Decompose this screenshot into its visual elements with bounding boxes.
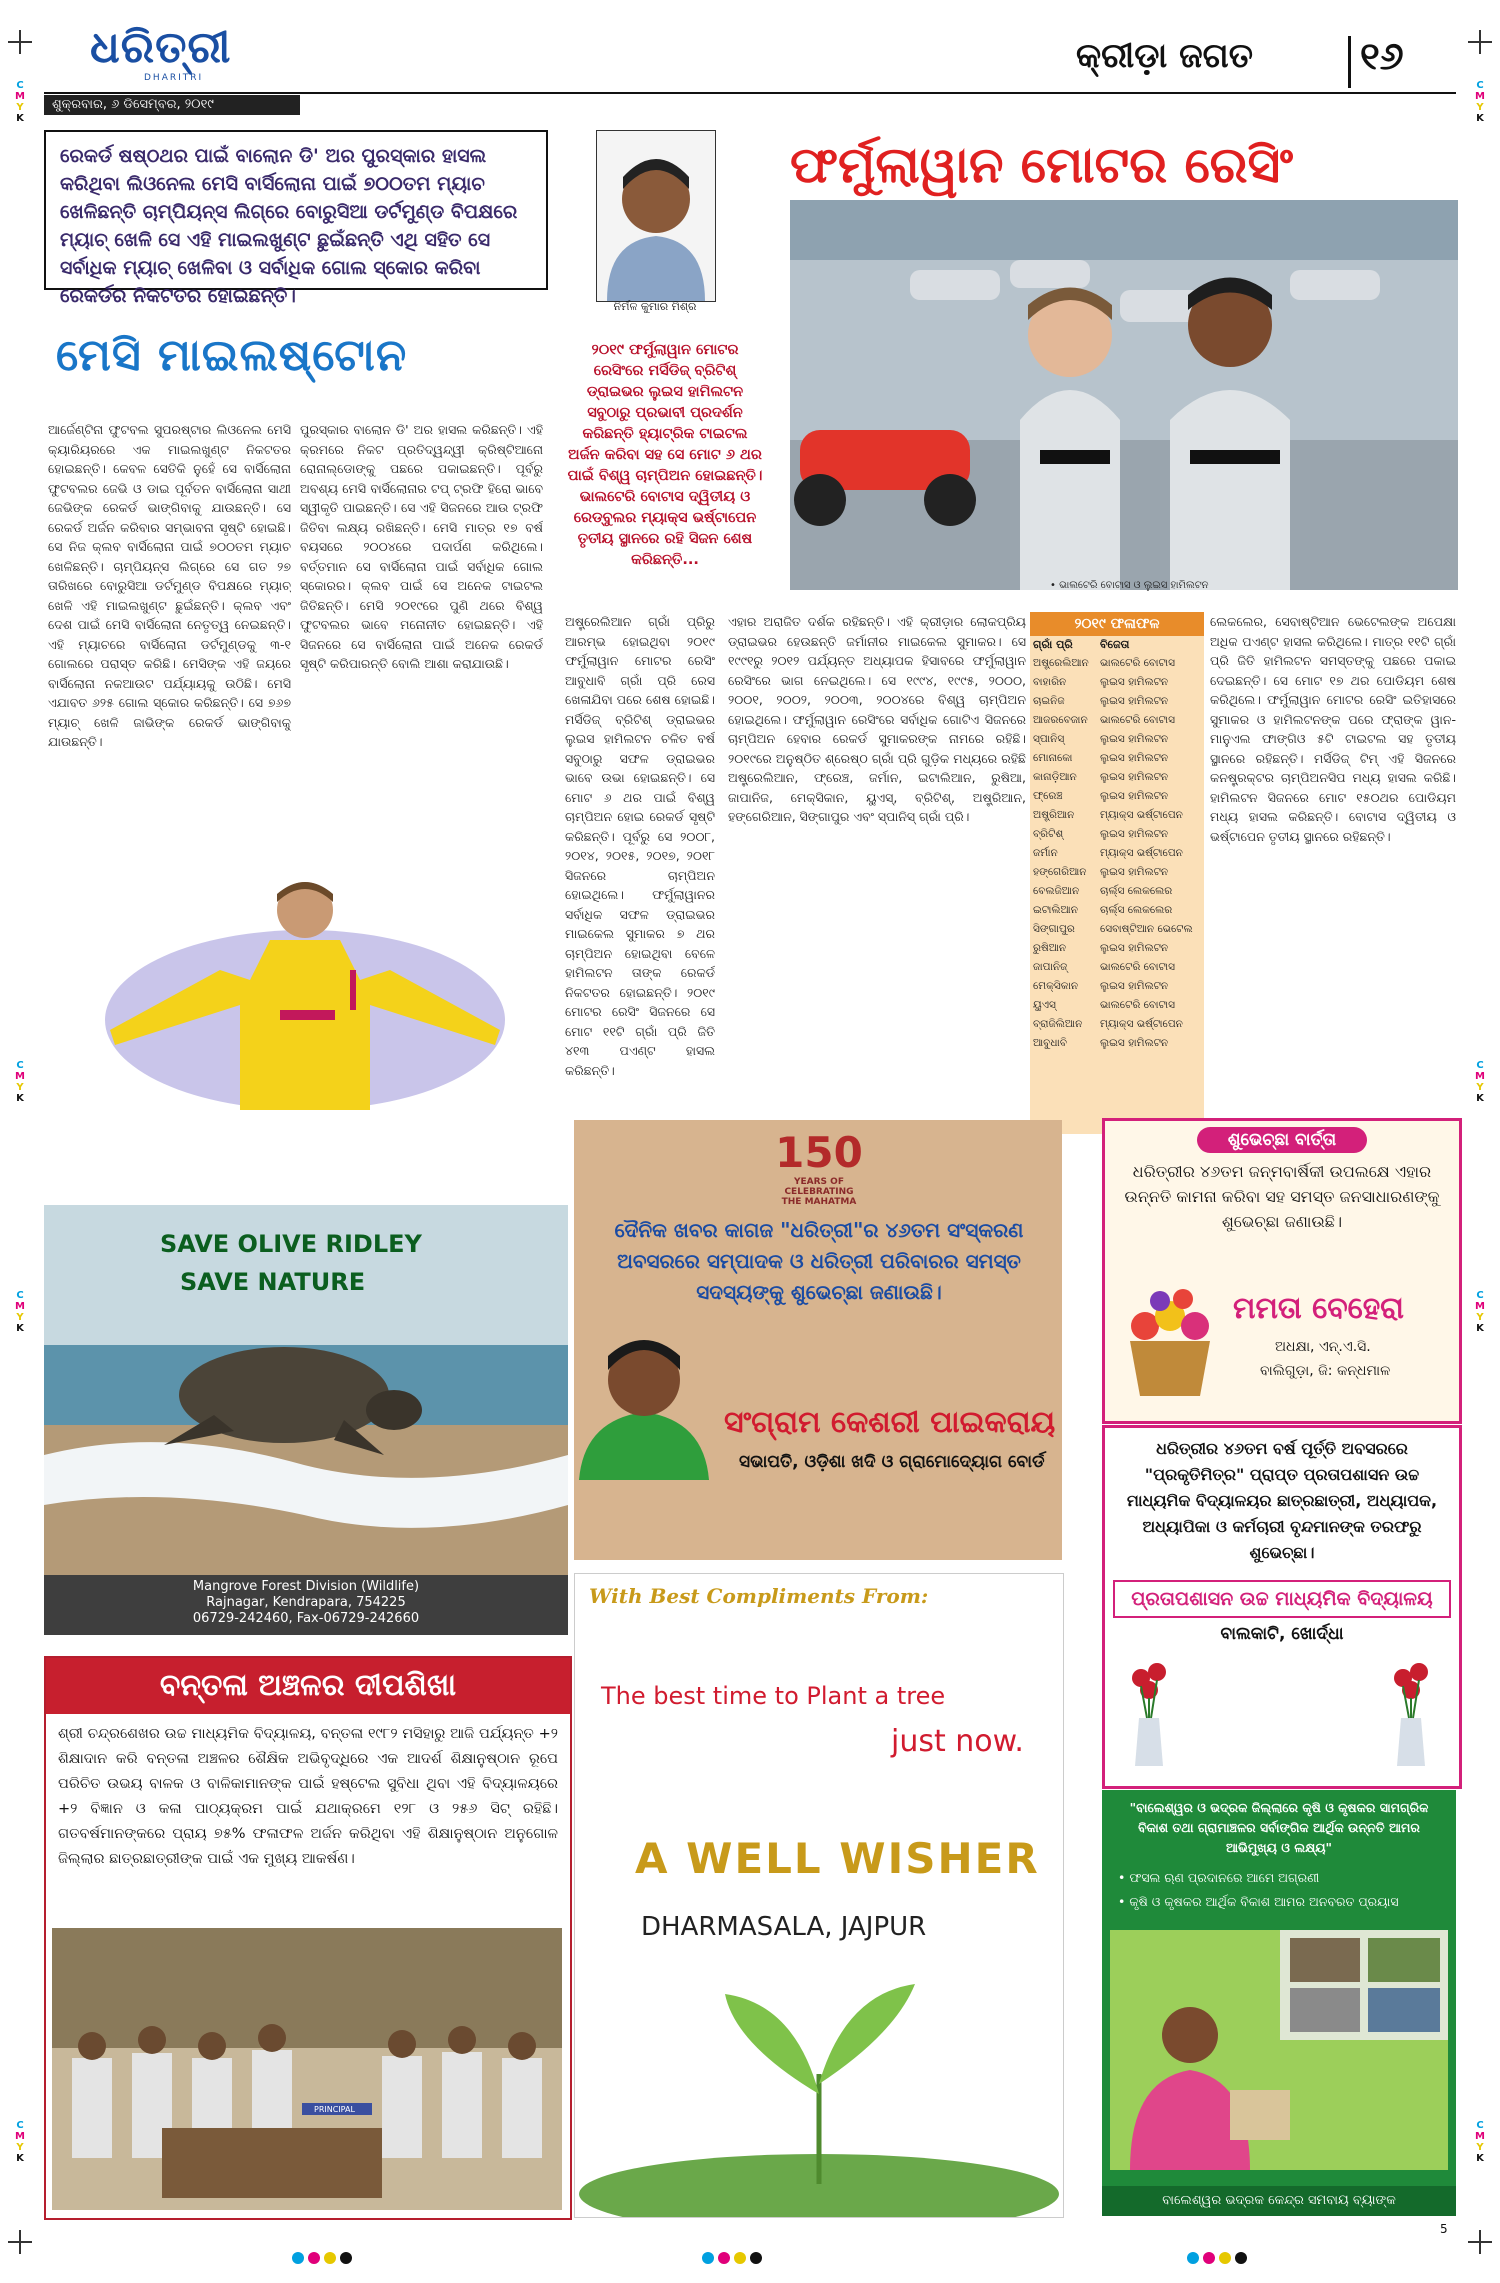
color-dots <box>290 2250 360 2270</box>
results-gp-cell: ବ୍ରିଟିଶ୍ <box>1033 828 1064 840</box>
table-row <box>1030 730 1204 749</box>
bank-ad-bullet-2-text: କୃଷି ଓ କୃଷକର ଆର୍ଥିକ ବିକାଶ ଆମର ଅନବରତ ପ୍ରୟାସ <box>1129 1894 1399 1909</box>
page-corner-number: 5 <box>1440 2222 1448 2236</box>
save-ad-footer-1: Mangrove Forest Division (Wildlife) <box>192 1579 420 1594</box>
page-number: ୧୬ <box>1360 34 1404 78</box>
results-winner-cell: ଲୁଇସ ହାମିଲଟନ <box>1100 790 1169 802</box>
mahatma-badge-line-2: CELEBRATING <box>784 1187 854 1197</box>
author-name: ନିର୍ମଳ କୁମାର ମିଶ୍ର <box>613 300 697 313</box>
pratapshasan-ad-place: ବାଲକାଟି, ଖୋର୍ଦ୍ଧା <box>1220 1624 1344 1644</box>
section-title: କ୍ରୀଡ଼ା ଜଗତ <box>1076 36 1253 76</box>
mahatma-badge <box>754 1128 884 1207</box>
messi-column-1 <box>48 420 291 880</box>
save-ad-line-1: SAVE OLIVE RIDLEY <box>160 1230 422 1258</box>
results-gp-cell: ଚାଇନିଜ <box>1033 695 1065 707</box>
masthead-logo <box>90 22 270 92</box>
registration-mark-icon <box>1468 30 1492 54</box>
results-gp-cell: କାନାଡ଼ିଆନ <box>1033 771 1077 783</box>
cmyk-mark: C M Y K <box>1475 80 1485 124</box>
save-ad-line-2: SAVE NATURE <box>180 1268 366 1296</box>
seedling-icon <box>575 1934 1063 2217</box>
results-gp-cell: ଆଜରବେଜାନ <box>1033 714 1088 726</box>
greeting-ad-role-2: ବାଲିଗୁଡ଼ା, ଜି: କନ୍ଧମାଳ <box>1260 1363 1391 1379</box>
results-gp-cell: ଆବୁଧାବି <box>1033 1037 1067 1049</box>
results-gp-cell: ମେକ୍ସିକାନ <box>1033 980 1079 992</box>
principal-sign: PRINCIPAL <box>314 2105 355 2114</box>
table-row <box>1030 749 1204 768</box>
save-ad-footer-3: 06729-242460, Fax-06729-242660 <box>192 1611 420 1626</box>
results-gp-cell: ଜର୍ମାନ <box>1033 847 1058 859</box>
color-dots <box>700 2250 770 2270</box>
table-row <box>1030 939 1204 958</box>
f1-photo <box>790 200 1458 590</box>
results-winner-cell: ଭାଲଟେରି ବୋଟାସ <box>1100 999 1175 1011</box>
messi-intro-box: ରେକର୍ଡ ଷଷ୍ଠଥର ପାଇଁ ବାଲୋନ ଡି' ଅର ପୁରସ୍କାର ହାସଲ କରିଥିବା ଲିଓନେଲ ମେସି ବାର୍ସିଲୋନା ପାଇଁ ୭୦୦ତମ ମ୍ୟାଚ ଖେଳିଛନ୍ତି ଚାମ୍ପିୟନ୍ସ ଲିଗ୍‌ରେ ବୋରୁସିଆ ଡର୍ଟମୁଣ୍ଡ ବିପକ୍ଷରେ ମ୍ୟାଚ୍ ଖେଳି ସେ ଏହି ମାଇଲଖୁଣ୍ଟ ଛୁଇଁଛନ୍ତି ଏଥି ସହିତ ସେ ସର୍ବାଧିକ ମ୍ୟାଚ୍ ଖେଳିବା ଓ ସର୍ବାଧିକ ଗୋଲ ସ୍କୋର କରିବା ରେକର୍ଡର ନିକଟତର ହୋଇଛନ୍ତି। <box>44 130 548 290</box>
tree-ad-compliments: With Best Compliments From: <box>589 1584 929 1608</box>
results-gp-cell: ହଙ୍ଗେରିଆନ <box>1033 866 1087 878</box>
results-winner-cell: ଲୁଇସ ହାମିଲଟନ <box>1100 866 1169 878</box>
bantala-ad-title: ବନ୍ତଳା ଅଞ୍ଚଳର ଦୀପଶିଖା <box>46 1658 570 1714</box>
table-row <box>1030 806 1204 825</box>
table-row <box>1030 958 1204 977</box>
registration-mark-icon <box>1468 2230 1492 2254</box>
mahatma-ad-role: ସଭାପତି, ଓଡ଼ିଶା ଖଦି ଓ ଗ୍ରାମୋଦ୍ୟୋଗ ବୋର୍ଡ <box>739 1452 1045 1472</box>
table-row <box>1030 1015 1204 1034</box>
table-row <box>1030 654 1204 673</box>
rose-vase-icon <box>1119 1658 1179 1768</box>
results-winner-cell: ଲୁଇସ ହାମିଲଟନ <box>1100 733 1169 745</box>
cmyk-mark: C M Y K <box>15 1290 25 1334</box>
table-row <box>1030 901 1204 920</box>
f1-col2-text: ଏହାର ଅରାଜିତ ଦର୍ଶକ ରହିଛନ୍ତି। ଏହି କ୍ରୀଡ଼ାର ଲୋକପ୍ରିୟ ଡ୍ରାଇଭର ହେଉଛନ୍ତି ଜର୍ମାନୀର ମାଇକେଲ ସୁମାକର। ସେ ୧୯୯୧ରୁ ୨୦୧୨ ପର୍ଯ୍ୟନ୍ତ ଅଧ୍ୟାପକ ହିସାବରେ ଫର୍ମୁଲାୱାନ ରେସିଂରେ ଭାଗ ନେଇଥିଲେ। ସେ ୧୯୯୪, ୧୯୯୫, ୨୦୦୦, ୨୦୦୧, ୨୦୦୨, ୨୦୦୩, ୨୦୦୪ରେ ବିଶ୍ୱ ଚାମ୍ପିଅନ ହୋଇଥିଲେ। ଫର୍ମୁଲାୱାନ ରେସିଂରେ ସର୍ବାଧିକ ଗୋଟିଏ ସିଜନରେ ଚାମ୍ପିଅନ ହେବାର ରେକର୍ଡ ସୁମାକରଙ୍କ ନାମରେ ରହିଛି। ୨୦୧୯ରେ ଅନୁଷ୍ଠିତ ଶ୍ରେଷ୍ଠ ଗ୍ରାଁ ପ୍ରି ଗୁଡ଼ିକ ମଧ୍ୟରେ ରହିଛି ଅଷ୍ଟ୍ରେଲିଆନ, ଫ୍ରେଞ୍ଚ, ଜର୍ମାନ, ଇଟାଲିଆନ, ରୁଷିଆ, ଜାପାନିଜ, ମେକ୍ସିକାନ, ୟୁଏସ୍, ବ୍ରିଟିଶ୍, ଅଷ୍ଟ୍ରିଆନ, ହଙ୍ଗେରିଆନ, ସିଙ୍ଗାପୁର ଏବଂ ସ୍ପାନିସ୍ ଗ୍ରାଁ ପ୍ରି। <box>728 614 1026 824</box>
mahatma-greeting-ad <box>574 1120 1062 1560</box>
results-body <box>1030 654 1204 1053</box>
tree-ad-wisher: A WELL WISHER <box>635 1834 1040 1883</box>
cmyk-mark: C M Y K <box>15 2120 25 2164</box>
results-winner-cell: ମ୍ୟାକ୍ସ ଭର୍ଷ୍ଟାପେନ <box>1100 847 1183 859</box>
registration-mark-icon <box>8 30 32 54</box>
f1-column-1 <box>565 612 715 1092</box>
pratapshasan-ad <box>1102 1425 1462 1789</box>
table-row <box>1030 768 1204 787</box>
f1-column-3 <box>1210 612 1456 1132</box>
results-winner-cell: ଲୁଇସ ହାମିଲଟନ <box>1100 980 1169 992</box>
results-gp-cell: ରୁଷିଆନ <box>1033 942 1067 954</box>
results-winner-cell: ଲୁଇସ ହାମିଲଟନ <box>1100 1037 1169 1049</box>
results-winner-cell: ଲୁଇସ ହାମିଲଟନ <box>1100 676 1169 688</box>
color-dots <box>1185 2250 1255 2270</box>
bank-ad-bullet-1: • ଫସଲ ଋଣ ପ୍ରଦାନରେ ଆମେ ଅଗ୍ରଣୀ <box>1118 1870 1320 1885</box>
author-portrait-image <box>597 131 715 301</box>
sangram-photo <box>574 1320 714 1480</box>
greeting-ad <box>1102 1118 1462 1424</box>
plant-a-tree-ad <box>574 1573 1064 2218</box>
mahatma-badge-line-1: YEARS OF <box>794 1177 844 1187</box>
results-table <box>1030 636 1204 1053</box>
messi-col1-text: ଆର୍ଜେଣ୍ଟିନା ଫୁଟବଲ ସୁପରଷ୍ଟାର ଲିଓନେଲ ମେସି କ୍ୟାରିୟରରେ ଏକ ମାଇଲଖୁଣ୍ଟ ନିକଟତର ହୋଇଛନ୍ତି। କେବଳ ସେତିକି ନୁହେଁ ସେ ବାର୍ସିଲୋନା ଫୁଟବଲର ଜେଭି ଓ ଡାଇ ପୂର୍ବତନ ବାର୍ସିଲୋନା ସାଥୀ ଜେଭିଙ୍କ ରେକର୍ଡ ଭାଙ୍ଗିବାକୁ ଯାଉଛନ୍ତି। ସେ ରେକର୍ଡ ଅର୍ଜନ କରିବାର ସମ୍ଭାବନା ସୃଷ୍ଟି ହୋଇଛି। ସେ ନିଜ କ୍ଲବ ବାର୍ସିଲୋନା ପାଇଁ ୭୦୦ତମ ମ୍ୟାଚ ଖେଳିଛନ୍ତି। ଚାମ୍ପିୟନ୍ସ ଲିଗ୍‌ରେ ସେ ଗତ ୨୭ ତାରିଖରେ ବୋରୁସିଆ ଡର୍ଟମୁଣ୍ଡ ବିପକ୍ଷରେ ମ୍ୟାଚ୍ ଖେଳି ଏହି ମାଇଲଖୁଣ୍ଟ ଛୁଇଁଛନ୍ତି। କ୍ଲବ ଏବଂ ଦେଶ ପାଇଁ ମେସି ବାର୍ସିଲୋନା ନେତୃତ୍ୱ ନେଇଛନ୍ତି। ଏହି ମ୍ୟାଚରେ ବାର୍ସିଲୋନା ଡର୍ଟମୁଣ୍ଡକୁ ୩-୧ ଗୋଲରେ ପରାସ୍ତ କରିଛି। ମେସିଙ୍କ ଏହି ଜୟରେ ବାର୍ସିଲୋନା ନକଆଉଟ ପର୍ଯ୍ୟାୟକୁ ଉଠିଛି। ମେସି ଏଯାବତ ୬୨୫ ଗୋଲ ସ୍କୋର କରିଛନ୍ତି। ସେ ୭୬୭ ମ୍ୟାଚ୍ ଖେଳି ଜାଭିଙ୍କ ରେକର୍ଡ ଭାଙ୍ଗିବାକୁ ଯାଉଛନ୍ତି। <box>48 422 291 749</box>
results-winner-cell: ଲୁଇସ ହାମିଲଟନ <box>1100 942 1169 954</box>
table-row <box>1030 920 1204 939</box>
logo-sub: DHARITRI <box>144 73 204 83</box>
bank-ad-bullet-2: • କୃଷି ଓ କୃଷକର ଆର୍ଥିକ ବିକାଶ ଆମର ଅନବରତ ପ୍ରୟାସ <box>1118 1894 1399 1909</box>
results-table-box <box>1030 612 1204 1134</box>
results-winner-cell: ମ୍ୟାକ୍ସ ଭର୍ଷ୍ଟାପେନ <box>1100 809 1183 821</box>
results-winner-cell: ଲୁଇସ ହାମିଲଟନ <box>1100 828 1169 840</box>
results-gp-cell: ୟୁଏସ୍ <box>1033 999 1056 1011</box>
results-gp-cell: ଫ୍ରେଞ୍ଚ <box>1033 790 1063 802</box>
f1-col3-text: ଲେକଲେର, ସେବାଷ୍ଟିଆନ ଭେଟେଲଙ୍କ ଅପେକ୍ଷା ଅଧିକ ପଏଣ୍ଟ ହାସଲ କରିଥିଲେ। ମାତ୍ର ୧୧ଟି ଗ୍ରାଁ ପ୍ରି ଜିତି ହାମିଲଟନ ସମସ୍ତଙ୍କୁ ପଛରେ ପକାଇ ଦେଇଛନ୍ତି। ସେ ମୋଟ ୧୭ ଥର ପୋଡିୟମ ଶେଷ କରିଥିଲେ। ଫର୍ମୁଲାୱାନ ମୋଟର ରେସିଂ ଇତିହାସରେ ସୁମାକର ଓ ହାମିଲଟନଙ୍କ ପରେ ଫ୍ରାଙ୍କ ୱାନ-ମାନୁଏଲ ଫାଙ୍ଗିଓ ୫ଟି ଟାଇଟଲ ସହ ତୃତୀୟ ସ୍ଥାନରେ ରହିଛନ୍ତି। ମର୍ସିଡିଜ୍ ଟିମ୍ ଏହି ସିଜନରେ କନଷ୍ଟ୍ରକ୍ଟର ଚାମ୍ପିଅନସିପ ମଧ୍ୟ ହାସଲ କରିଛି। ହାମିଲଟନ ସିଜନରେ ମୋଟ ୧୫୦ଥର ପୋଡିୟମ ମଧ୍ୟ ହାସଲ କରିଛନ୍ତି। ବୋଟାସ ଦ୍ୱିତୀୟ ଓ ଭର୍ଷ୍ଟାପେନ ତୃତୀୟ ସ୍ଥାନରେ ରହିଛନ୍ତି। <box>1210 614 1456 844</box>
results-header-winner: ବିଜେତା <box>1100 638 1130 651</box>
f1-column-2 <box>728 612 1026 1092</box>
top-rule <box>44 92 1456 94</box>
results-gp-cell: ଅଷ୍ଟ୍ରିଆନ <box>1033 809 1075 821</box>
results-gp-cell: ମୋନାକୋ <box>1033 752 1073 764</box>
mahatma-ad-text: ଦୈନିକ ଖବର କାଗଜ "ଧରିତ୍ରୀ"ର ୪୬ତମ ସଂସ୍କରଣ ଅବସରରେ ସମ୍ପାଦକ ଓ ଧରିତ୍ରୀ ପରିବାରର ସମସ୍ତ ସଦସ୍ୟଙ୍କୁ ଶୁଭେଚ୍ଛା ଜଣାଉଛି। <box>614 1218 1024 1304</box>
flower-basket-icon <box>1115 1271 1225 1401</box>
tree-ad-line-2: just now. <box>891 1724 1024 1759</box>
table-row <box>1030 977 1204 996</box>
results-winner-cell: ସେବାଷ୍ଟିଆନ ଭେଟେଲ <box>1100 923 1193 935</box>
save-ad-footer <box>44 1575 568 1635</box>
results-winner-cell: ଲୁଇସ ହାମିଲଟନ <box>1100 771 1169 783</box>
table-row <box>1030 787 1204 806</box>
results-header-gp: ଗ୍ରାଁ ପ୍ରି <box>1033 638 1073 651</box>
section-divider <box>1348 36 1351 88</box>
f1-pullquote: ୨୦୧୯ ଫର୍ମୁଲାୱାନ ମୋଟର ରେସିଂରେ ମର୍ସିଡିଜ୍ ବ୍ରିଟିଶ୍ ଡ୍ରାଇଭର ଲୁଇସ ହାମିଲଟନ ସବୁଠାରୁ ପ୍ରଭାବୀ ପ୍ରଦର୍ଶନ କରିଛନ୍ତି ହ୍ୟାଟ୍ରିକ ଟାଇଟଲ ଅର୍ଜନ କରିବା ସହ ସେ ମୋଟ ୬ ଥର ପାଇଁ ବିଶ୍ୱ ଚାମ୍ପିଅନ ହୋଇଛନ୍ତି। ଭାଲଟେରି ବୋଟାସ ଦ୍ୱିତୀୟ ଓ ରେଡ୍‌ବୁଲର ମ୍ୟାକ୍ସ ଭର୍ଷ୍ଟାପେନ ତୃତୀୟ ସ୍ଥାନରେ ରହି ସିଜନ ଶେଷ କରିଛନ୍ତି... <box>567 342 763 568</box>
greeting-ad-title: ଶୁଭେଚ୍ଛା ବାର୍ତ୍ତା <box>1197 1127 1367 1153</box>
farmer-photo <box>1110 1930 1448 2170</box>
cooperative-bank-ad <box>1102 1790 1456 2216</box>
bank-ad-footer: ବାଲେଶ୍ୱର ଭଦ୍ରକ କେନ୍ଦ୍ର ସମବାୟ ବ୍ୟାଙ୍କ <box>1102 2186 1456 2216</box>
results-winner-cell: ମ୍ୟାକ୍ସ ଭର୍ଷ୍ଟାପେନ <box>1100 1018 1183 1030</box>
results-winner-cell: ଚାର୍ଲ୍ସ ଲେକଲେର <box>1100 904 1173 916</box>
results-gp-cell: ଇଟାଲିଆନ <box>1033 904 1078 916</box>
results-gp-cell: ବ୍ରାଜିଲିଆନ <box>1033 1018 1083 1030</box>
staff-group-photo <box>52 1928 562 2210</box>
results-winner-cell: ଭାଲଟେରି ବୋଟାସ <box>1100 961 1175 973</box>
cmyk-mark: C M Y K <box>15 1060 25 1104</box>
table-row <box>1030 1034 1204 1053</box>
table-row <box>1030 825 1204 844</box>
save-olive-ridley-photo <box>44 1205 568 1605</box>
results-gp-cell: ବେଲଜିଆନ <box>1033 885 1080 897</box>
bantala-ad <box>44 1656 572 2220</box>
results-winner-cell: ଭାଲଟେରି ବୋଟାସ <box>1100 657 1175 669</box>
tree-ad-place: DHARMASALA, JAJPUR <box>641 1912 927 1942</box>
greeting-ad-name: ମମତା ବେହେରା <box>1233 1291 1405 1326</box>
table-row <box>1030 673 1204 692</box>
table-header-row <box>1030 636 1204 654</box>
results-winner-cell: ଚାର୍ଲ୍ସ ଲେକଲେର <box>1100 885 1173 897</box>
results-gp-cell: ସିଙ୍ଗାପୁର <box>1033 923 1075 935</box>
registration-mark-icon <box>8 2230 32 2254</box>
bank-ad-bullet-1-text: ଫସଲ ଋଣ ପ୍ରଦାନରେ ଆମେ ଅଗ୍ରଣୀ <box>1129 1870 1320 1885</box>
messi-headline: ମେସି ମାଇଲଷ୍ଟୋନ <box>56 330 408 381</box>
mahatma-badge-number: 150 <box>775 1128 863 1177</box>
greeting-ad-role-1: ଅଧକ୍ଷା, ଏନ୍.ଏ.ସି. <box>1275 1339 1371 1355</box>
table-row <box>1030 711 1204 730</box>
mahatma-ad-name: ସଂଗ୍ରାମ କେଶରୀ ପାଇକରାୟ <box>724 1405 1056 1440</box>
messi-col2-text: ପୁରସ୍କାର ବାଲୋନ ଡି' ଅର ହାସଲ କରିଛନ୍ତି। ଏହି କ୍ରମରେ ନିକଟ ପ୍ରତିଦ୍ୱନ୍ଦ୍ୱୀ କ୍ରିଷ୍ଟିଆନୋ ରୋନାଲ୍ଡୋଙ୍କୁ ପଛରେ ପକାଇଛନ୍ତି। ପୂର୍ବରୁ ଅବଶ୍ୟ ମେସି ବାର୍ସିଲୋନାର ଟପ୍ ଟ୍ରଫି ହିରୋ ଭାବେ ସ୍ୱୀକୃତି ପାଇଛନ୍ତି। ସେ ଏହି ସିଜନରେ ଆଉ ଟ୍ରଫି ଜିତିବା ଲକ୍ଷ୍ୟ ରଖିଛନ୍ତି। ମେସି ମାତ୍ର ୧୭ ବର୍ଷ ବୟସରେ ୨୦୦୪ରେ ପଦାର୍ପଣ କରିଥିଲେ। ବର୍ତ୍ତମାନ ସେ ବାର୍ସିଲୋନା ପାଇଁ ସର୍ବାଧିକ ଗୋଲ ସ୍କୋରର। କ୍ଲବ ପାଇଁ ସେ ଅନେକ ଟାଇଟଲ ଜିତିଛନ୍ତି। ମେସି ୨୦୧୯ରେ ପୁଣି ଥରେ ବିଶ୍ୱ ଫୁଟବଲର ଭାବେ ମନୋନୀତ ହୋଇଛନ୍ତି। ଏହି ସିଜନରେ ସେ ବାର୍ସିଲୋନା ପାଇଁ ଅନେକ ରେକର୍ଡ ସୃଷ୍ଟି କରିପାରନ୍ତି ବୋଲି ଆଶା କରାଯାଉଛି। <box>300 422 543 671</box>
results-gp-cell: ଅଷ୍ଟ୍ରେଲିଆନ <box>1033 657 1089 669</box>
messi-photo <box>70 880 540 1110</box>
author-portrait <box>596 130 716 302</box>
dateline: ଶୁକ୍ରବାର, ୬ ଡିସେମ୍ବର, ୨୦୧୯ <box>44 95 300 115</box>
bank-ad-quote: "ବାଲେଶ୍ୱର ଓ ଭଦ୍ରକ ଜିଲ୍ଲାରେ କୃଷି ଓ କୃଷକର ସାମଗ୍ରିକ ବିକାଶ ତଥା ଗ୍ରାମାଞ୍ଚଳର ସର୍ବାଙ୍ଗିକ ଆର୍ଥିକ ଉନ୍ନତି ଆମର ଆଭିମୁଖ୍ୟ ଓ ଲକ୍ଷ୍ୟ" <box>1129 1800 1429 1855</box>
mahatma-badge-line-3: THE MAHATMA <box>781 1197 857 1207</box>
bantala-ad-text: ଶ୍ରୀ ଚନ୍ଦ୍ରଶେଖର ଉଚ୍ଚ ମାଧ୍ୟମିକ ବିଦ୍ୟାଳୟ, ବନ୍ତଳା ୧୯୮୨ ମସିହାରୁ ଆଜି ପର୍ଯ୍ୟନ୍ତ +୨ ଶିକ୍ଷାଦାନ କରି ବନ୍ତଳା ଅଞ୍ଚଳର ଶୈକ୍ଷିକ ଅଭିବୃଦ୍ଧିରେ ଏକ ଆଦର୍ଶ ଶିକ୍ଷାନୁଷ୍ଠାନ ରୂପେ ପରିଚିତ ଉଭୟ ବାଳକ ଓ ବାଳିକାମାନଙ୍କ ପାଇଁ ହଷ୍ଟେଲ ସୁବିଧା ଥିବା ଏହି ବିଦ୍ୟାଳୟରେ +୨ ବିଜ୍ଞାନ ଓ କଳା ପାଠ୍ୟକ୍ରମ ପାଇଁ ଯଥାକ୍ରମେ ୧୨୮ ଓ ୨୫୬ ସିଟ୍ ରହିଛି। ଗତବର୍ଷମାନଙ୍କରେ ପ୍ରାୟ ୭୫% ଫଳାଫଳ ଅର୍ଜନ କରିଥିବା ଏହି ଶିକ୍ଷାନୁଷ୍ଠାନ ଅନୁଗୋଳ ଜିଲ୍ଲାର ଛାତ୍ରଛାତ୍ରୀଙ୍କ ପାଇଁ ଏକ ମୁଖ୍ୟ ଆକର୍ଷଣ। <box>58 1726 558 1867</box>
f1-col1-text: ଅଷ୍ଟ୍ରେଲିଆନ ଗ୍ରାଁ ପ୍ରିରୁ ଆରମ୍ଭ ହୋଇଥିବା ୨୦୧୯ ଫର୍ମୁଲାୱାନ ମୋଟର ରେସିଂ ଆବୁଧାବି ଗ୍ରାଁ ପ୍ରି ରେସ ଖେଳାଯିବା ପରେ ଶେଷ ହୋଇଛି। ମର୍ସିଡିଜ୍ ବ୍ରିଟିଶ୍ ଡ୍ରାଇଭର ଲୁଇସ ହାମିଲଟନ ଚଳିତ ବର୍ଷ ସବୁଠାରୁ ସଫଳ ଡ୍ରାଇଭର ଭାବେ ଉଭା ହୋଇଛନ୍ତି। ସେ ମୋଟ ୬ ଥର ପାଇଁ ବିଶ୍ୱ ଚାମ୍ପିଅନ ହୋଇ ରେକର୍ଡ ସୃଷ୍ଟି କରିଛନ୍ତି। ପୂର୍ବରୁ ସେ ୨୦୦୮, ୨୦୧୪, ୨୦୧୫, ୨୦୧୭, ୨୦୧୮ ସିଜନରେ ଚାମ୍ପିଅନ ହୋଇଥିଲେ। ଫର୍ମୁଲାୱାନର ସର୍ବାଧିକ ସଫଳ ଡ୍ରାଇଭର ମାଇକେଲ ସୁମାକର ୭ ଥର ଚାମ୍ପିଅନ ହୋଇଥିବା ବେଳେ ହାମିଲଟନ ତାଙ୍କ ରେକର୍ଡ ନିକଟତର ହୋଇଛନ୍ତି। ୨୦୧୯ ମୋଟର ରେସିଂ ସିଜନରେ ସେ ମୋଟ ୧୧ଟି ଗ୍ରାଁ ପ୍ରି ଜିତି ୪୧୩ ପଏଣ୍ଟ ହାସଲ କରିଛନ୍ତି। <box>565 614 715 1078</box>
table-row <box>1030 692 1204 711</box>
results-gp-cell: ଜାପାନିଜ୍ <box>1033 961 1068 973</box>
tree-ad-line-1: The best time to Plant a tree <box>601 1682 946 1710</box>
pratapshasan-ad-name: ପ୍ରତାପଶାସନ ଉଚ୍ଚ ମାଧ୍ୟମିକ ବିଦ୍ୟାଳୟ <box>1113 1580 1451 1618</box>
logo-word: ଧରିତ୍ରୀ <box>90 22 232 73</box>
cmyk-mark: C M Y K <box>1475 1290 1485 1334</box>
table-row <box>1030 882 1204 901</box>
pratapshasan-ad-text: ଧରିତ୍ରୀର ୪୬ତମ ବର୍ଷ ପୂର୍ତ୍ତି ଅବସରରେ "ପ୍ରକୃତିମିତ୍ର" ପ୍ରାପ୍ତ ପ୍ରତାପଶାସନ ଉଚ୍ଚ ମାଧ୍ୟମିକ ବିଦ୍ୟାଳୟର ଛାତ୍ରଛାତ୍ରୀ, ଅଧ୍ୟାପକ, ଅଧ୍ୟାପିକା ଓ କର୍ମଚାରୀ ବୃନ୍ଦମାନଙ୍କ ତରଫରୁ ଶୁଭେଚ୍ଛା। <box>1126 1439 1438 1562</box>
results-title: ୨୦୧୯ ଫଳାଫଳ <box>1030 612 1204 636</box>
cmyk-mark: C M Y K <box>1475 1060 1485 1104</box>
results-winner-cell: ଲୁଇସ ହାମିଲଟନ <box>1100 695 1169 707</box>
results-winner-cell: ଲୁଇସ ହାମିଲଟନ <box>1100 752 1169 764</box>
results-winner-cell: ଭାଲଟେରି ବୋଟାସ <box>1100 714 1175 726</box>
cmyk-mark: C M Y K <box>15 80 25 124</box>
cmyk-mark: C M Y K <box>1475 2120 1485 2164</box>
table-row <box>1030 996 1204 1015</box>
f1-headline: ଫର୍ମୁଲାୱାନ ମୋଟର ରେସିଂ <box>790 136 1294 194</box>
results-gp-cell: ବାହାରିନ <box>1033 676 1067 688</box>
table-row <box>1030 863 1204 882</box>
greeting-ad-text: ଧରିତ୍ରୀର ୪୬ତମ ଜନ୍ମବାର୍ଷିକୀ ଉପଲକ୍ଷେ ଏହାର ଉନ୍ନତି କାମନା କରିବା ସହ ସମସ୍ତ ଜନସାଧାରଣଙ୍କୁ ଶୁଭେଚ୍ଛା ଜଣାଉଛି। <box>1124 1162 1440 1231</box>
rose-vase-icon <box>1381 1658 1441 1768</box>
table-row <box>1030 844 1204 863</box>
f1-photo-caption: • ଭାଲଟେରି ବୋଟାସ ଓ ଲୁଇସ ହାମିଲଟନ <box>1050 580 1209 591</box>
save-ad-footer-2: Rajnagar, Kendrapara, 754225 <box>206 1595 406 1610</box>
results-gp-cell: ସ୍ପାନିସ୍ <box>1033 733 1065 745</box>
